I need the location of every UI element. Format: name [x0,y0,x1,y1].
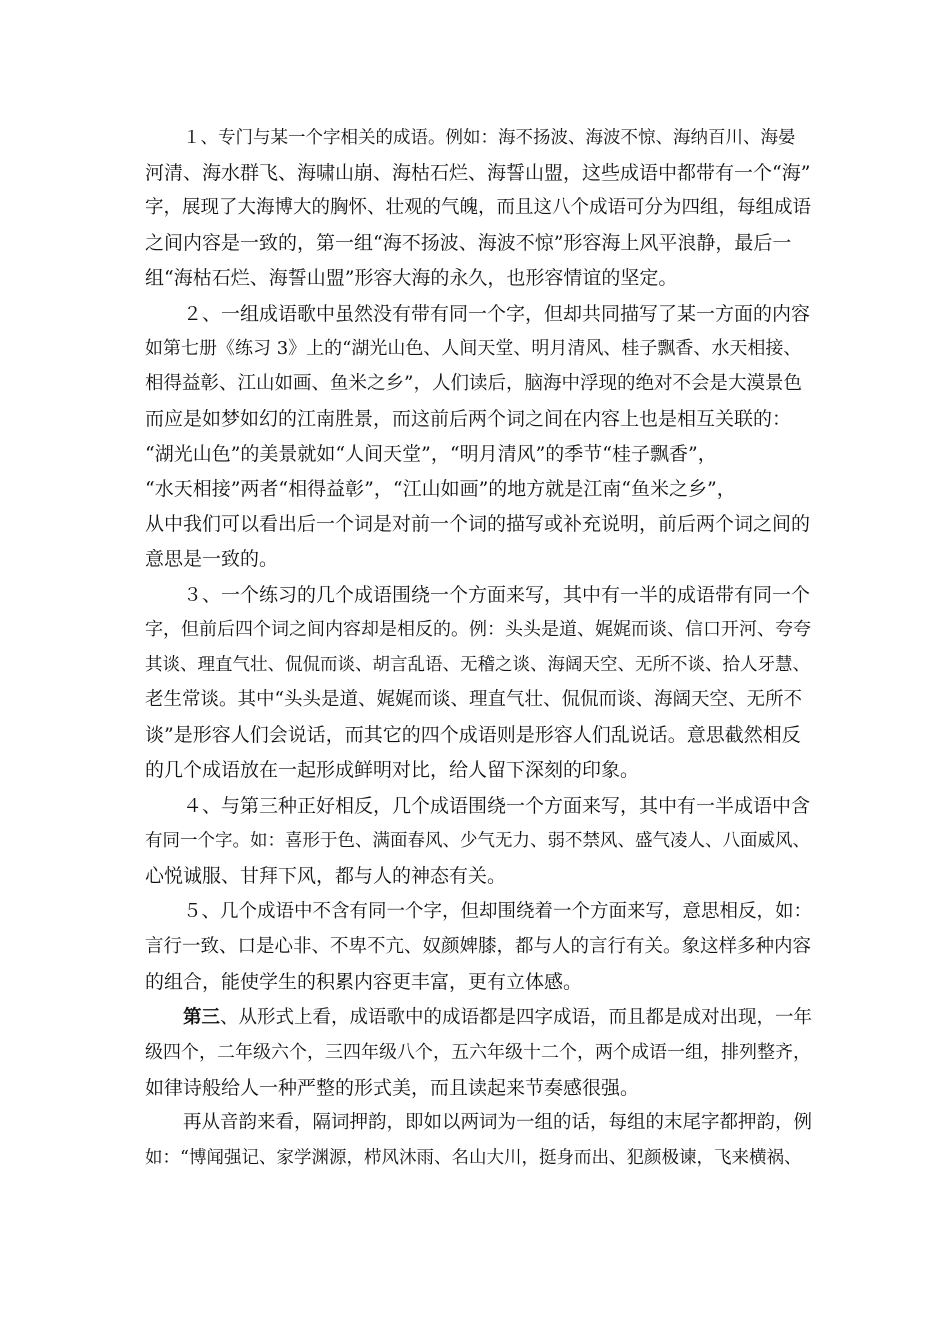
text-line: “湖光山色”的美景就如“人间天堂”，“明月清风”的季节“桂子飘香”， [145,443,717,465]
text-segment: 、从形式上看，成语歌中的成语都是四字成语，而且都是成对出现，一年 [220,1007,813,1028]
text-line: 老生常谈。其中“头头是道、娓娓而谈、理直气壮、侃侃而谈、海阔天空、无所不 [145,689,802,710]
text-line: 而应是如梦如幻的江南胜景，而这前后两个词之间在内容上也是相互关联的： [145,408,792,430]
text-line: 的组合，能使学生的积累内容更丰富，更有立体感。 [145,971,583,993]
text-line: 组“海枯石烂、海誓山盟”形容大海的永久，也形容情谊的坚定。 [145,267,678,289]
text-line: 如：“博闻强记、家学渊源，栉风沐雨、名山大川，挺身而出、犯颜极谏，飞来横祸、 [145,1148,802,1168]
text-line: 其谈、理直气壮、侃侃而谈、胡言乱语、无稽之谈、海阔天空、无所不谈、拾人牙慧、 [145,655,810,675]
text-line: ５、几个成语中不含有同一个字，但却围绕着一个方面来写，意思相反，如： [183,901,813,922]
text-line [183,1006,812,1030]
text-line: ３、一个练习的几个成语围绕一个方面来写，其中有一半的成语带有同一个 [183,584,811,606]
text-line: 字，展现了大海博大的胸怀、壮观的气魄，而且这八个成语可分为四组，每组成语 [145,197,812,218]
text-line: 如律诗般给人一种严整的形式美，而且读起来节奏感很强。 [145,1077,640,1099]
text-line: １、专门与某一个字相关的成语。例如：海不扬波、海波不惊、海纳百川、海晏 [183,128,796,148]
text-line: “水天相接”两者“相得益彰”，“江山如画”的地方就是江南“鱼米之乡”， [145,478,736,500]
text-line: 从中我们可以看出后一个词是对前一个词的描写或补充说明，前后两个词之间的 [145,513,811,535]
text-line: 字，但前后四个词之间内容却是相反的。例：头头是道、娓娓而谈、信口开河、夸夸 [145,619,811,640]
text-line: 有同一个字。如：喜形于色、满面春风、少气无力、弱不禁风、盛气凌人、八面威风、 [145,831,810,851]
text-line: 级四个，二年级六个，三四年级八个，五六年级十二个，两个成语一组，排列整齐， [145,1042,811,1063]
text-line: 之间内容是一致的，第一组“海不扬波、海波不惊”形容海上风平浪静，最后一 [145,232,792,254]
text-line: 意思是一致的。 [145,548,279,570]
text-line: 再从音韵来看，隔词押韵，即如以两词为一组的话，每组的末尾字都押韵，例 [183,1112,813,1133]
text-line: 河清、海水群飞、海啸山崩、海枯石烂、海誓山盟，这些成语中都带有一个“海” [145,162,811,184]
text-line: ４、与第三种正好相反，几个成语围绕一个方面来写，其中有一半成语中含 [183,795,811,817]
text-line: 心悦诚服、甘拜下风，都与人的神态有关。 [145,865,507,887]
text-line: 如第七册《练习 3》上的“湖光山色、人间天堂、明月清风、桂子飘香、水天相接、 [145,338,802,359]
text-line: 言行一致、口是心非、不卑不亢、奴颜婢膝，都与人的言行有关。象这样多种内容 [145,936,812,957]
bold-lead: 第三 [183,1007,221,1028]
text-line: 谈”是形容人们会说话，而其它的四个成语则是形容人们乱说话。意思截然相反 [145,724,801,746]
text-line: 的几个成语放在一起形成鲜明对比，给人留下深刻的印象。 [145,759,640,781]
text-line: 相得益彰、江山如画、鱼米之乡”，人们读后，脑海中浮现的绝对不会是大漠景色 [145,373,802,394]
text-line: ２、一组成语歌中虽然没有带有同一个字，但却共同描写了某一方面的内容 [183,303,811,325]
